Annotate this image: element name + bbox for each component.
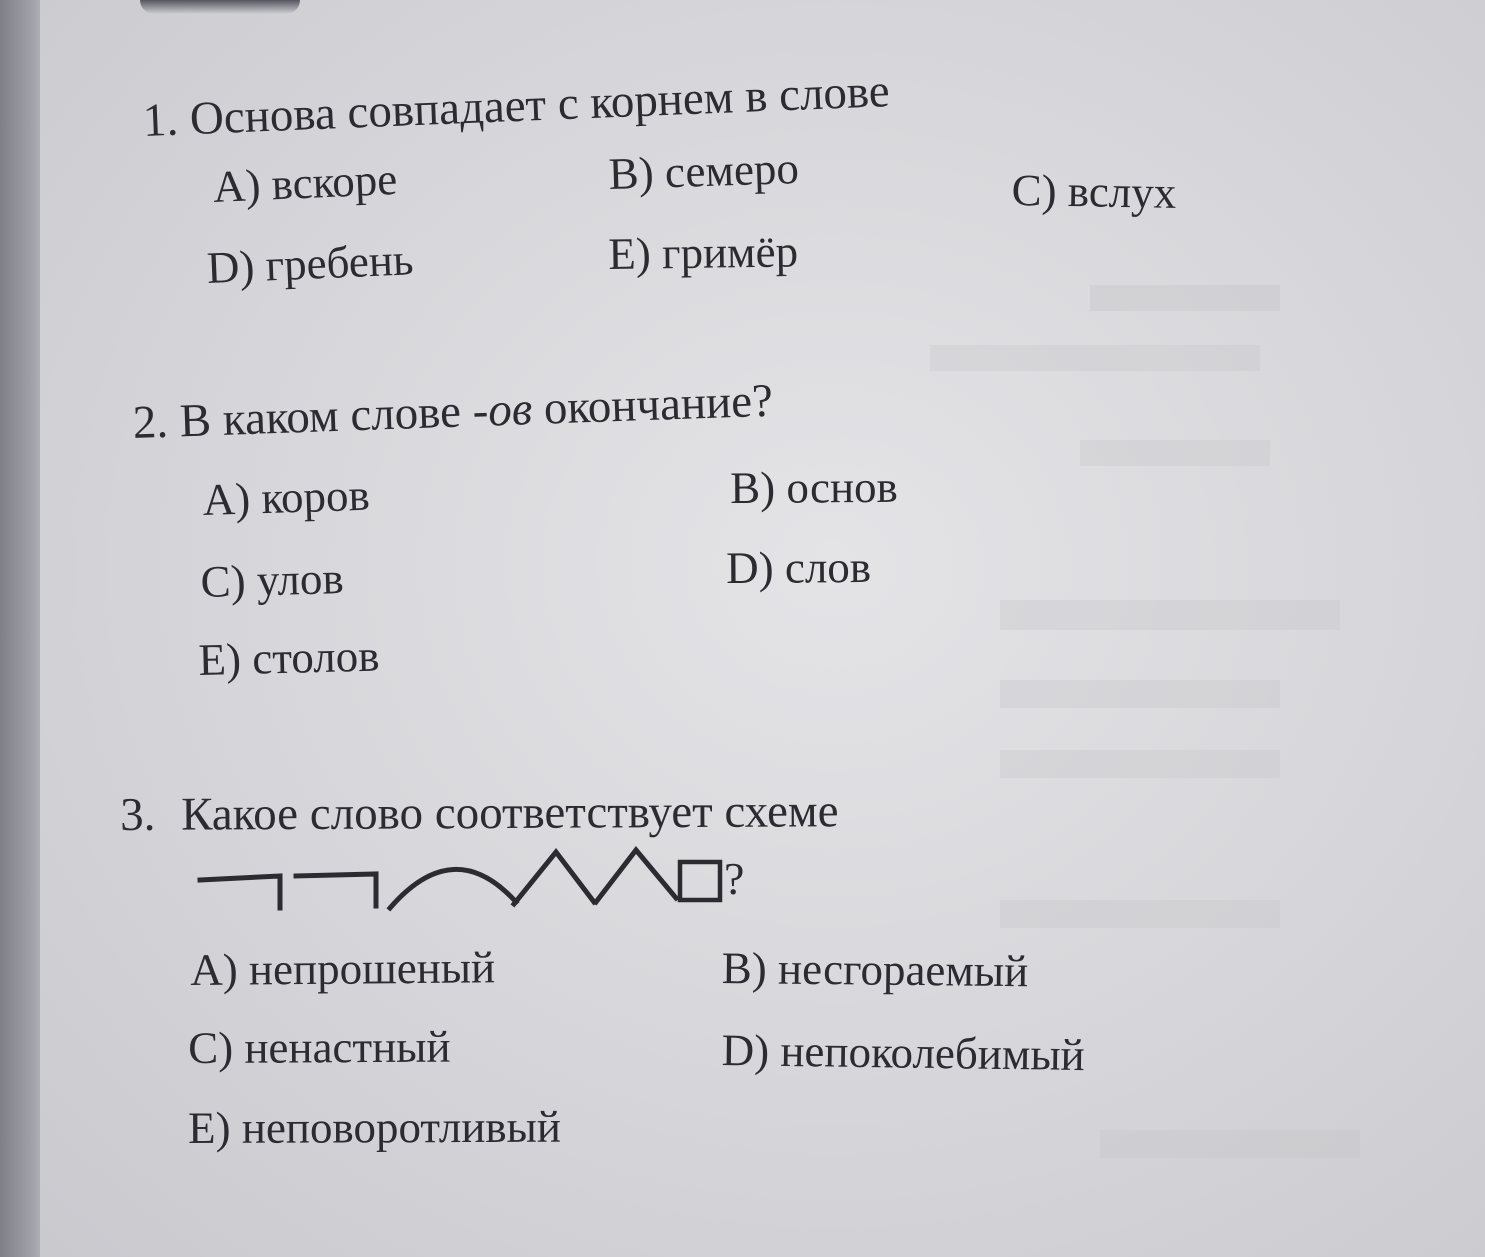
question-number: 1. xyxy=(141,93,180,147)
option-letter: E) xyxy=(607,228,652,279)
option-letter: C) xyxy=(1011,165,1058,216)
answer-option xyxy=(1011,165,1177,218)
question-text: Основа совпадает с корнем в слове xyxy=(188,65,891,146)
option-text: ненастный xyxy=(244,1021,451,1073)
bleed-through-shape xyxy=(1080,440,1270,466)
answer-option xyxy=(189,942,496,995)
answer-option xyxy=(607,226,799,279)
morpheme-scheme-graphic xyxy=(192,842,772,912)
option-letter: D) xyxy=(721,1025,770,1076)
answer-option xyxy=(729,461,899,513)
option-text: столов xyxy=(251,630,380,684)
scheme-question-mark: ? xyxy=(724,853,745,904)
answer-option xyxy=(721,943,1029,997)
bleed-through-shape xyxy=(1000,680,1280,708)
answer-option xyxy=(205,234,415,293)
answer-option xyxy=(211,153,399,212)
answer-option xyxy=(187,1021,451,1073)
bleed-through-shape xyxy=(1000,900,1280,928)
option-letter: A) xyxy=(201,473,251,525)
question-text-start: В каком слове xyxy=(178,385,474,448)
question-3 xyxy=(119,785,839,841)
bleed-through-shape xyxy=(1000,750,1280,778)
page-shadow xyxy=(140,0,300,14)
option-text: основ xyxy=(786,461,899,513)
option-letter: D) xyxy=(205,241,256,293)
morpheme-scheme xyxy=(192,842,772,917)
question-text: Какое слово соответствует схеме xyxy=(180,785,839,841)
option-text: непоколебимый xyxy=(780,1025,1086,1081)
option-text: улов xyxy=(256,553,345,606)
bleed-through-shape xyxy=(930,345,1260,371)
bleed-through-shape xyxy=(1090,285,1280,311)
option-letter: B) xyxy=(729,462,776,513)
question-number: 2. xyxy=(131,395,169,449)
option-letter: C) xyxy=(187,1022,234,1073)
option-letter: E) xyxy=(187,1102,231,1153)
answer-option xyxy=(721,1025,1086,1081)
question-text-italic: -ов xyxy=(471,383,534,438)
option-letter: D) xyxy=(725,542,774,593)
option-text: гребень xyxy=(264,234,415,291)
option-letter: B) xyxy=(607,147,655,199)
option-letter: A) xyxy=(189,944,238,995)
answer-option xyxy=(197,630,380,685)
answer-option xyxy=(199,553,345,607)
question-text-end: окончание? xyxy=(531,374,774,436)
option-text: слов xyxy=(784,541,872,593)
option-letter: E) xyxy=(197,633,242,685)
option-text: семеро xyxy=(664,143,800,198)
option-letter: C) xyxy=(199,555,247,607)
suffix-mark xyxy=(596,850,676,902)
option-text: гримёр xyxy=(661,226,799,279)
prefix-mark xyxy=(296,874,376,906)
option-text: непрошеный xyxy=(248,942,496,995)
answer-option xyxy=(607,143,800,199)
option-text: коров xyxy=(260,469,371,524)
root-mark xyxy=(390,869,516,908)
suffix-mark xyxy=(514,852,594,904)
answer-option xyxy=(187,1101,562,1153)
option-letter: A) xyxy=(211,159,262,212)
bleed-through-shape xyxy=(1000,600,1340,630)
answer-option xyxy=(201,469,371,525)
bleed-through-shape xyxy=(1100,1130,1360,1158)
question-number: 3. xyxy=(119,788,156,841)
option-text: вслух xyxy=(1067,165,1177,218)
option-text: неповоротливый xyxy=(241,1101,562,1153)
ending-mark xyxy=(680,862,720,900)
option-letter: B) xyxy=(721,943,768,994)
option-text: несгораемый xyxy=(777,943,1029,997)
prefix-mark xyxy=(200,876,280,908)
answer-option xyxy=(725,541,872,593)
option-text: вскоре xyxy=(270,153,399,210)
